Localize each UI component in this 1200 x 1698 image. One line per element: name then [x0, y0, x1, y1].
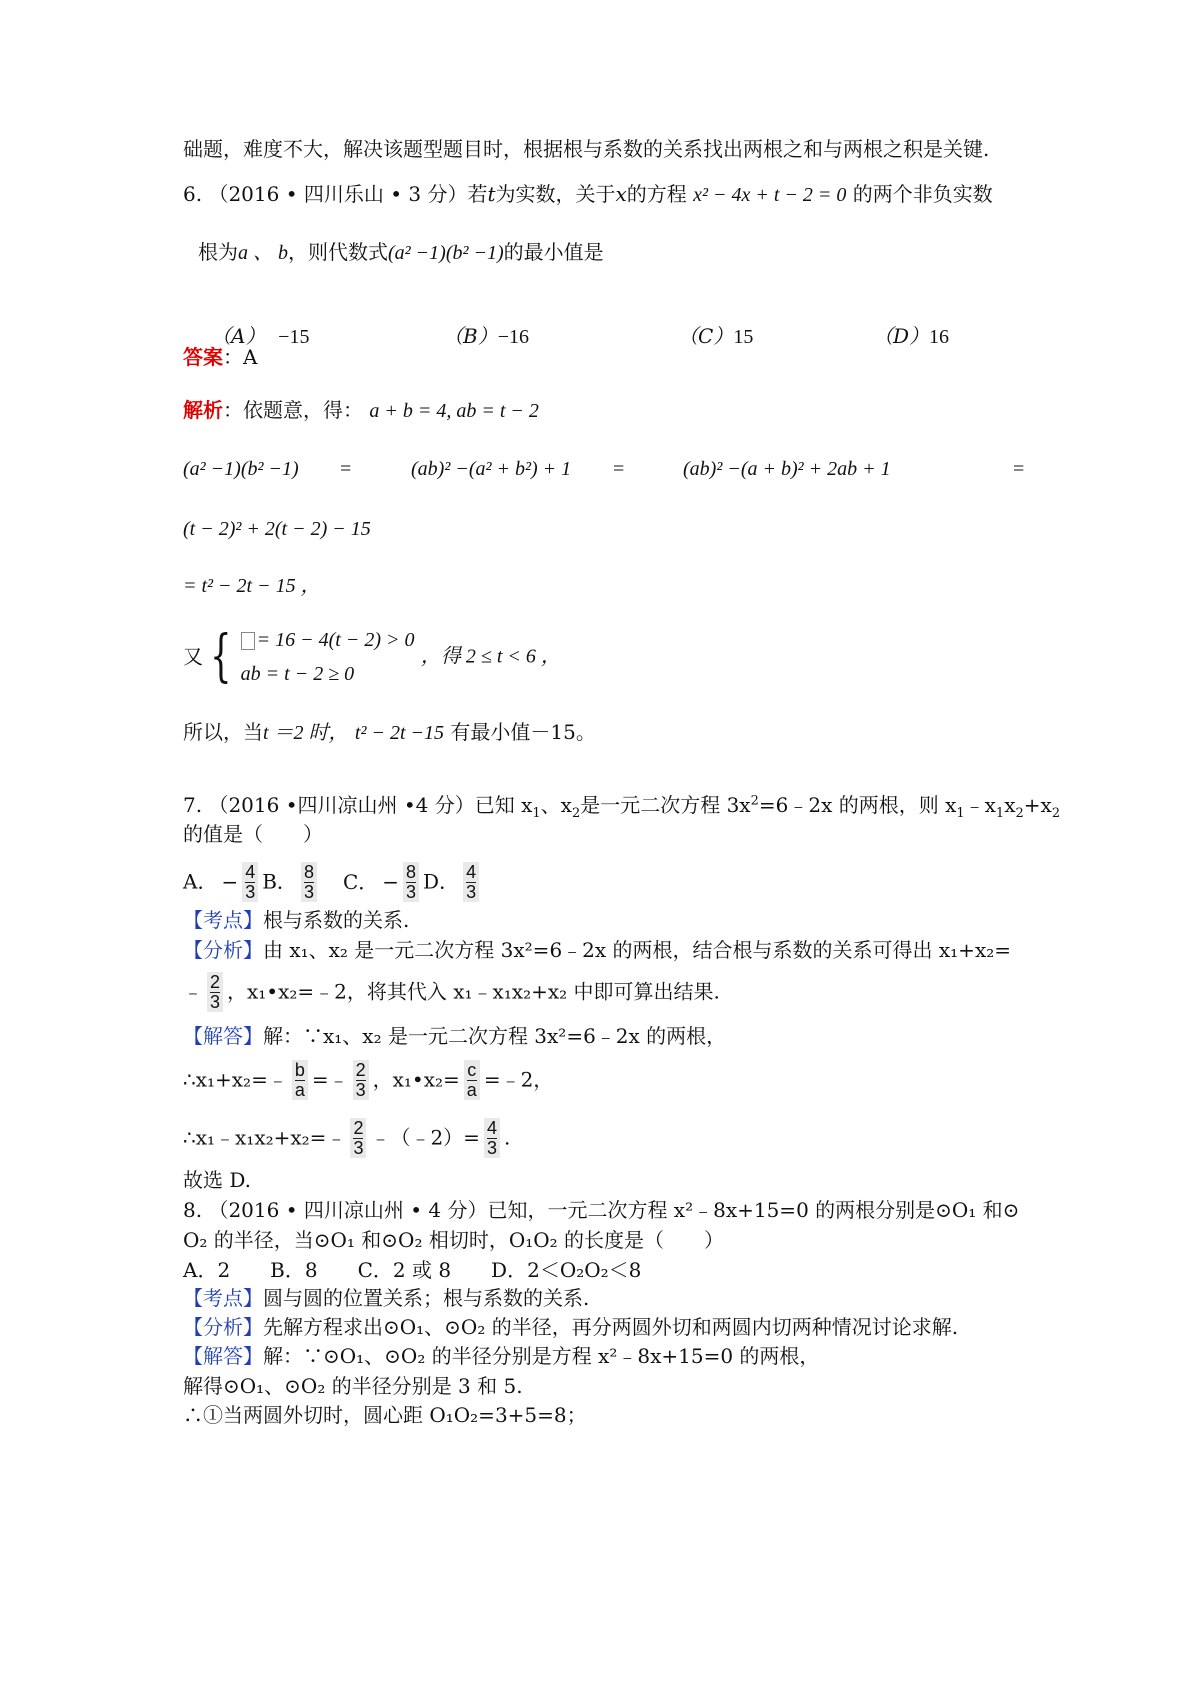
q6-head: 6. （2016 • 四川乐山 • 3 分）若 [183, 182, 488, 206]
option-b-label: B． [262, 869, 297, 894]
option-d: （D）16 [873, 324, 950, 348]
fenxi-tag: 【分析】 [183, 938, 263, 962]
option-a: （A） −15 [211, 324, 310, 348]
question-8-options: A．2 B．8 C．2 或 8 D．2＜O₂O₂＜8 [183, 1258, 642, 1282]
kaodian-tag: 【考点】 [183, 1286, 263, 1310]
kaodian-tag: 【考点】 [183, 908, 263, 932]
system-line [183, 622, 561, 691]
var-x: x [615, 182, 627, 206]
equation-line-3 [183, 571, 321, 600]
option-b: （B）−16 [443, 324, 529, 348]
option-c: （C）15 [678, 324, 754, 348]
math: (t − 2)² + 2(t − 2) − 15 [183, 518, 371, 540]
question-6-stem-2 [198, 238, 604, 267]
question-7-stem: 7. （2016 •四川凉山州 •4 分）已知 $x_1$、$x_2$是一元二次方程 $3x^2=6﹣2x$ 的两根，则 $x_1﹣x_1x_2+x_2$ [183, 793, 1061, 821]
math: t² − 2t −15 [354, 722, 445, 744]
q6-tail: 的两个非负实数 [852, 182, 993, 206]
q6-equation: x² − 4x + t − 2 = 0 [693, 184, 847, 206]
fenxi-line-8: 【分析】先解方程求出⊙O₁、⊙O₂ 的半径，再分两圆外切和两圆内切两种情况讨论求解. [183, 1315, 959, 1339]
equals: = [1013, 458, 1025, 480]
math: a 、 b [238, 242, 288, 264]
math: a + b = 4, ab = t − 2 [369, 400, 539, 422]
equation-line-2 [183, 514, 371, 543]
math: (a² −1)(b² −1) [183, 458, 299, 480]
option-d-label: D． [423, 869, 460, 894]
q8-solution-2: ∴①当两圆外切时，圆心距 O₁O₂=3+5=8； [183, 1403, 587, 1427]
math: (a² −1)(b² −1) [388, 242, 504, 264]
math: (ab)² −(a + b)² + 2ab + 1 [683, 458, 891, 480]
fraction: $\frac{2}{3}$ [353, 1060, 369, 1100]
question-8-stem-2: O₂ 的半径，当⊙O₁ 和⊙O₂ 相切时，O₁O₂ 的长度是（ ） [183, 1228, 725, 1252]
fenxi-tag: 【分析】 [183, 1315, 263, 1339]
fraction: $\frac{8}{3}$ [403, 862, 419, 902]
text: 又 [183, 644, 203, 669]
text: 根为 [198, 240, 238, 264]
math: = t² − 2t − 15 ， [183, 575, 321, 597]
jieda-line: 【解答】解：∵x₁、x₂ 是一元二次方程 3x²=6﹣2x 的两根， [183, 1024, 727, 1048]
q6-mid: 为实数，关于 [495, 182, 616, 206]
text: 有最小值－15。 [450, 720, 596, 744]
brace-icon: { [210, 623, 232, 689]
fraction: $\frac{8}{3}$ [301, 862, 317, 902]
text: 的最小值是 [503, 240, 604, 264]
math: t ＝2 时， [263, 722, 349, 744]
conclusion-line [183, 718, 596, 747]
answer-line [183, 343, 257, 371]
q6-mid2: 的方程 [626, 182, 687, 206]
text: 础题，难度不大，解决该题型题目时，根据根与系数的关系找出两根之和与两根之积是关键. [183, 137, 990, 161]
solution-step-1: ∴x₁+x₂=﹣ $\frac{b}{a}$ =﹣ $\frac{2}{3}$ ，x₁•x₂= $\frac{c}{a}$ =﹣2， [183, 1059, 554, 1100]
var-t: t [487, 182, 496, 206]
jieda-line-8: 【解答】解：∵⊙O₁、⊙O₂ 的半径分别是方程 x²﹣8x+15=0 的两根， [183, 1344, 820, 1368]
question-8-stem: 8. （2016 • 四川凉山州 • 4 分）已知，一元二次方程 x²﹣8x+15=0 的两根分别是⊙O₁ 和⊙ [183, 1198, 1020, 1222]
analysis-line [183, 396, 539, 425]
answer-value: ：A [223, 345, 258, 369]
delta-placeholder-icon [241, 632, 255, 650]
jieda-tag: 【解答】 [183, 1024, 263, 1048]
fenxi-line-2: ﹣ $\frac{2}{3}$ ，x₁•x₂=﹣2，将其代入 x₁﹣x₁x₂+x₂ 中即可算出结果. [183, 971, 720, 1012]
question-6-stem [183, 180, 993, 209]
fraction: $\frac{4}{3}$ [242, 862, 258, 902]
fraction: $\frac{c}{a}$ [464, 1060, 480, 1100]
option-a-label: A． [183, 869, 218, 894]
fraction: $\frac{b}{a}$ [292, 1060, 308, 1100]
equals: = [340, 458, 352, 480]
fraction: $\frac{4}{3}$ [484, 1118, 500, 1158]
answer-label: 答案 [183, 345, 223, 369]
fraction: $\frac{2}{3}$ [350, 1118, 366, 1158]
fraction: $\frac{4}{3}$ [463, 862, 479, 902]
question-7-stem-2: 的值是（ ） [183, 822, 323, 846]
equals: = [613, 458, 625, 480]
kaodian-line: 【考点】根与系数的关系. [183, 908, 410, 932]
text: ：依题意，得： [223, 398, 363, 422]
analysis-label: 解析 [183, 398, 223, 422]
text: ，则代数式 [288, 240, 388, 264]
text-line [183, 135, 989, 163]
jieda-tag: 【解答】 [183, 1344, 263, 1368]
text: 所以，当 [183, 720, 263, 744]
guxuan-line: 故选 D. [183, 1168, 252, 1192]
fraction: $\frac{2}{3}$ [207, 972, 223, 1012]
fenxi-line: 【分析】由 x₁、x₂ 是一元二次方程 3x²=6﹣2x 的两根，结合根与系数的关系可得出 x₁+x₂= [183, 938, 1011, 962]
math: ，得 2 ≤ t < 6 ， [420, 645, 561, 668]
kaodian-line-8: 【考点】圆与圆的位置关系；根与系数的关系. [183, 1286, 590, 1310]
inequality-system: = 16 − 4(t − 2) > 0 ab = t − 2 ≥ 0 [240, 629, 415, 685]
solution-step-2: ∴x₁﹣x₁x₂+x₂=﹣ $\frac{2}{3}$ ﹣（﹣2）= $\frac{4}{3}$ . [183, 1117, 511, 1158]
option-c-label: C． [342, 869, 379, 894]
math: (ab)² −(a² + b²) + 1 [411, 458, 572, 480]
q8-solution-1: 解得⊙O₁、⊙O₂ 的半径分别是 3 和 5. [183, 1374, 523, 1398]
question-7-options: A． − $\frac{4}{3}$ B． $\frac{8}{3}$ C． − $\frac{8}{3}$ D． $\frac{4}{3}$ [183, 858, 483, 904]
